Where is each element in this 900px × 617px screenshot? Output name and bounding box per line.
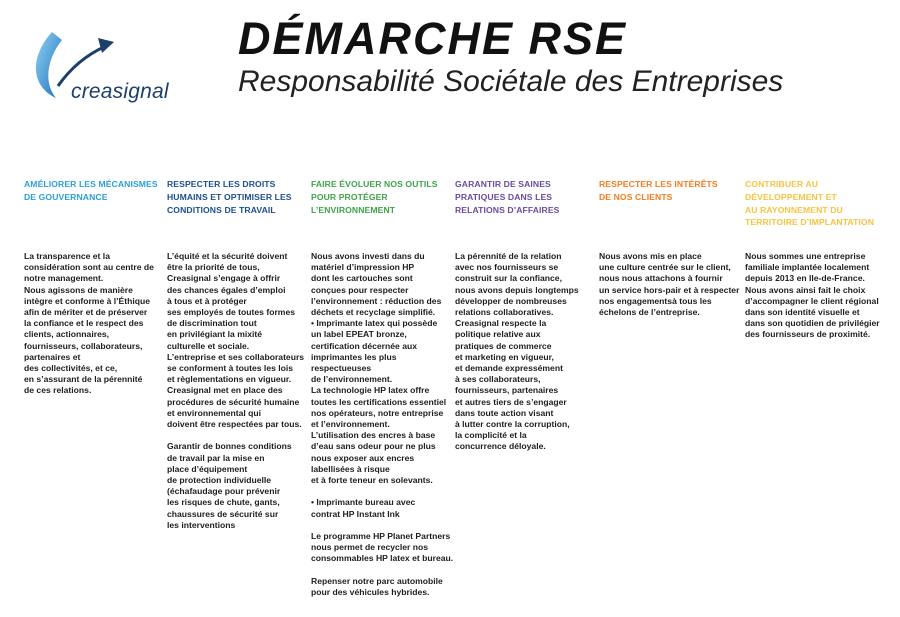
- column-body: La transparence et la considération sont au centre de notre management. Nous agissons de manière intègre et conforme à l’Éthique afin de mériter et de préserver la confiance et le respect des clients, actionnaires, fournisseurs, collaborateurs, partenaires et des collectivités, et ce, en s’assurant de la pérennité de ces relations.: [24, 251, 154, 396]
- column-territoire: [745, 178, 890, 341]
- column-body: Nous avons mis en place une culture centrée sur le client, nous nous attachons à fournir un service hors-pair et à respecter nos engagementsà tous les échelons de l’entreprise.: [599, 251, 740, 318]
- column-body: Nous avons investi dans du matériel d’impression HP dont les cartouches sont conçues pour respecter l’environnement : réduction des déchets et recyclage simplifié. • Imprimante latex qui possède un label EPEAT bronze, certification décernée aux imprimantes les plus respectueuses de l’environnement. La technologie HP latex offre toutes les certifications essentiel nos opérateurs, notre entreprise et l’environnement. L’utilisation des encres à base d’eau sans odeur pour ne plus nous exposer aux encres labellisées à risque et à forte teneur en solevants. • Imprimante bureau avec contrat HP Instant Ink Le programme HP Planet Partners nous permet de recycler nos consommables HP latex et bureau. Repenser notre parc automobile pour des véhicules hybrides.: [311, 251, 454, 598]
- column-clients: [599, 178, 744, 318]
- column-droits-humains: [167, 178, 312, 531]
- column-heading: CONTRIBUER AU DÉVELOPPEMENT ET AU RAYONNEMENT DU TERRITOIRE D’IMPLANTATION: [745, 179, 875, 228]
- column-body: L’équité et la sécurité doivent être la priorité de tous, Creasignal s’engage à offrir des chances égales d’emploi à tous et à protéger ses employés de toutes formes de discrimination tout en privilégiant la mixité culturelle et sociale. L’entreprise et ses collaborateurs se conforment à toutes les lois et règlementations en vigueur. Creasignal met en place des procédures de sécurité humaine et environnemental qui doivent être respectées par tous. Garantir de bonnes conditions de travail par la mise en place d’équipement de protection individuelle (échafaudage pour prévenir les risques de chute, gants, chaussures de sécurité sur les interventions: [167, 251, 305, 530]
- page-title: DÉMARCHE RSE: [238, 13, 628, 64]
- column-relations-affaires: [455, 178, 600, 453]
- column-heading: FAIRE ÉVOLUER NOS OUTILS POUR PROTÉGER L’ENVIRONNEMENT: [311, 179, 438, 215]
- column-heading: RESPECTER LES DROITS HUMAINS ET OPTIMISER LES CONDITIONS DE TRAVAIL: [167, 179, 292, 215]
- page-subtitle: Responsabilité Sociétale des Entreprises: [238, 65, 784, 98]
- column-heading: GARANTIR DE SAINES PRATIQUES DANS LES RELATIONS D’AFFAIRES: [455, 179, 560, 215]
- column-body: Nous sommes une entreprise familiale implantée localement depuis 2013 en Ile-de-France. Nous avons ainsi fait le choix d’accompagner le client régional dans son identité visuelle et dans son quotidien de privilégier des fournisseurs de proximité.: [745, 251, 880, 340]
- column-heading: AMÉLIORER LES MÉCANISMES DE GOUVERNANCE: [24, 179, 158, 202]
- column-heading: RESPECTER LES INTÉRÊTS DE NOS CLIENTS: [599, 179, 718, 202]
- column-gouvernance: [24, 178, 169, 397]
- column-body: La pérennité de la relation avec nos fournisseurs se construit sur la confiance, nous avons depuis longtemps développer de nombreuses relations collaboratives. Creasignal respecte la politique relative aux pratiques de commerce et marketing en vigueur, et demande expressément à ses collaborateurs, fournisseurs, partenaires et autres tiers de s’engager dans toute action visant à lutter contre la corruption, la complicité et la concurrence déloyale.: [455, 251, 579, 452]
- column-environnement: [311, 178, 456, 598]
- brand-name: creasignal: [71, 80, 169, 103]
